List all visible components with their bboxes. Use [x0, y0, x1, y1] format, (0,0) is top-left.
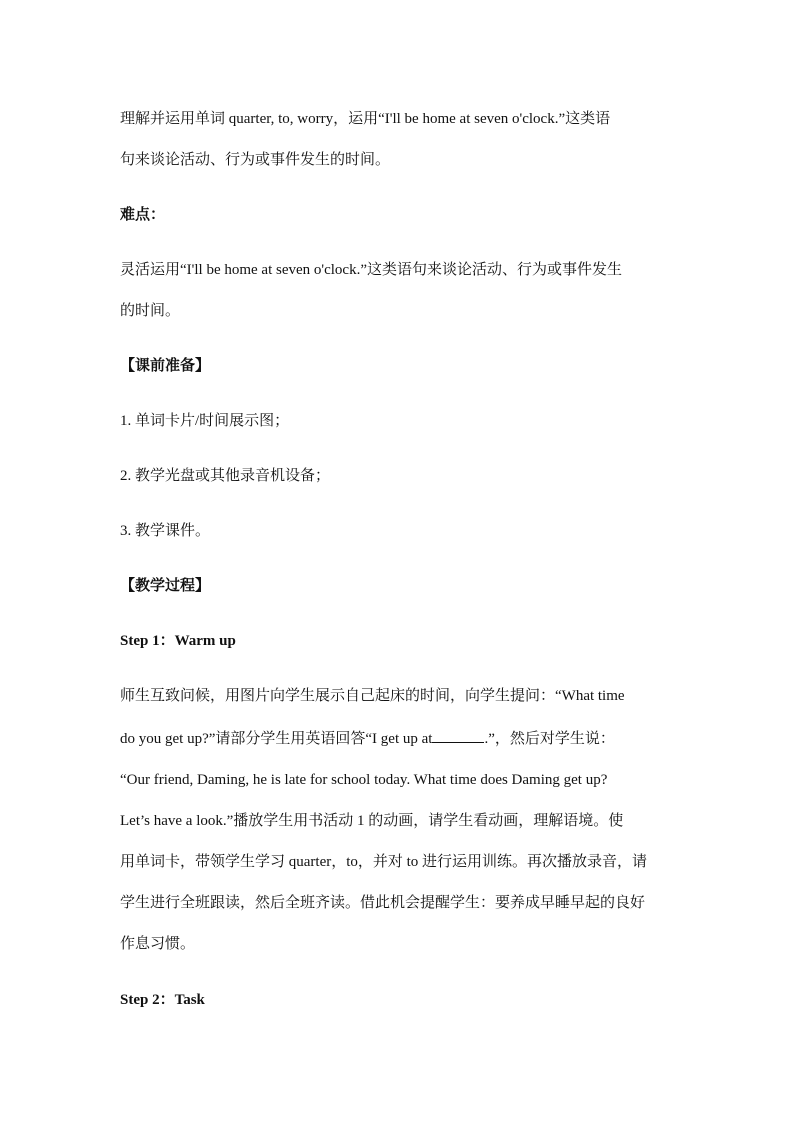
- paragraph-line: 灵活运用“I'll be home at seven o'clock.”这类语句来谈论活动、行为或事件发生: [120, 262, 622, 278]
- difficulty-heading: 难点：: [120, 207, 166, 223]
- paragraph-line: Let’s have a look.”播放学生用书活动 1 的动画，请学生看动画，理解语境。使: [120, 813, 624, 829]
- paragraph-line: 用单词卡，带领学生学习 quarter，to，并对 to 进行运用训练。再次播放录音，请: [120, 854, 648, 870]
- list-item: 1. 单词卡片/时间展示图；: [120, 413, 290, 429]
- prep-heading: 【课前准备】: [120, 358, 211, 374]
- paragraph-line: 作息习惯。: [120, 936, 196, 952]
- paragraph-line: 句来谈论活动、行为或事件发生的时间。: [120, 152, 391, 168]
- paragraph-line: 理解并运用单词 quarter, to, worry，运用“I'll be home at seven o'clock.”这类语: [120, 111, 611, 127]
- list-item: 2. 教学光盘或其他录音机设备；: [120, 468, 331, 484]
- list-item: 3. 教学课件。: [120, 523, 211, 539]
- paragraph-line: 师生互致问候，用图片向学生展示自己起床的时间，向学生提问：“What time: [120, 688, 625, 704]
- text-segment: .”，然后对学生说：: [484, 731, 615, 747]
- paragraph-line: [120, 728, 680, 749]
- process-heading: 【教学过程】: [120, 578, 211, 594]
- paragraph-line: 学生进行全班跟读，然后全班齐读。借此机会提醒学生：要养成早睡早起的良好: [120, 895, 646, 911]
- step1-heading: Step 1：Warm up: [120, 633, 236, 649]
- text-segment: do you get up?”请部分学生用英语回答“I get up at: [120, 731, 433, 747]
- step2-heading: Step 2：Task: [120, 992, 205, 1008]
- answer-blank: [432, 728, 484, 743]
- paragraph-line: “Our friend, Daming, he is late for school today. What time does Daming get up?: [120, 772, 608, 788]
- paragraph-line: 的时间。: [120, 303, 181, 319]
